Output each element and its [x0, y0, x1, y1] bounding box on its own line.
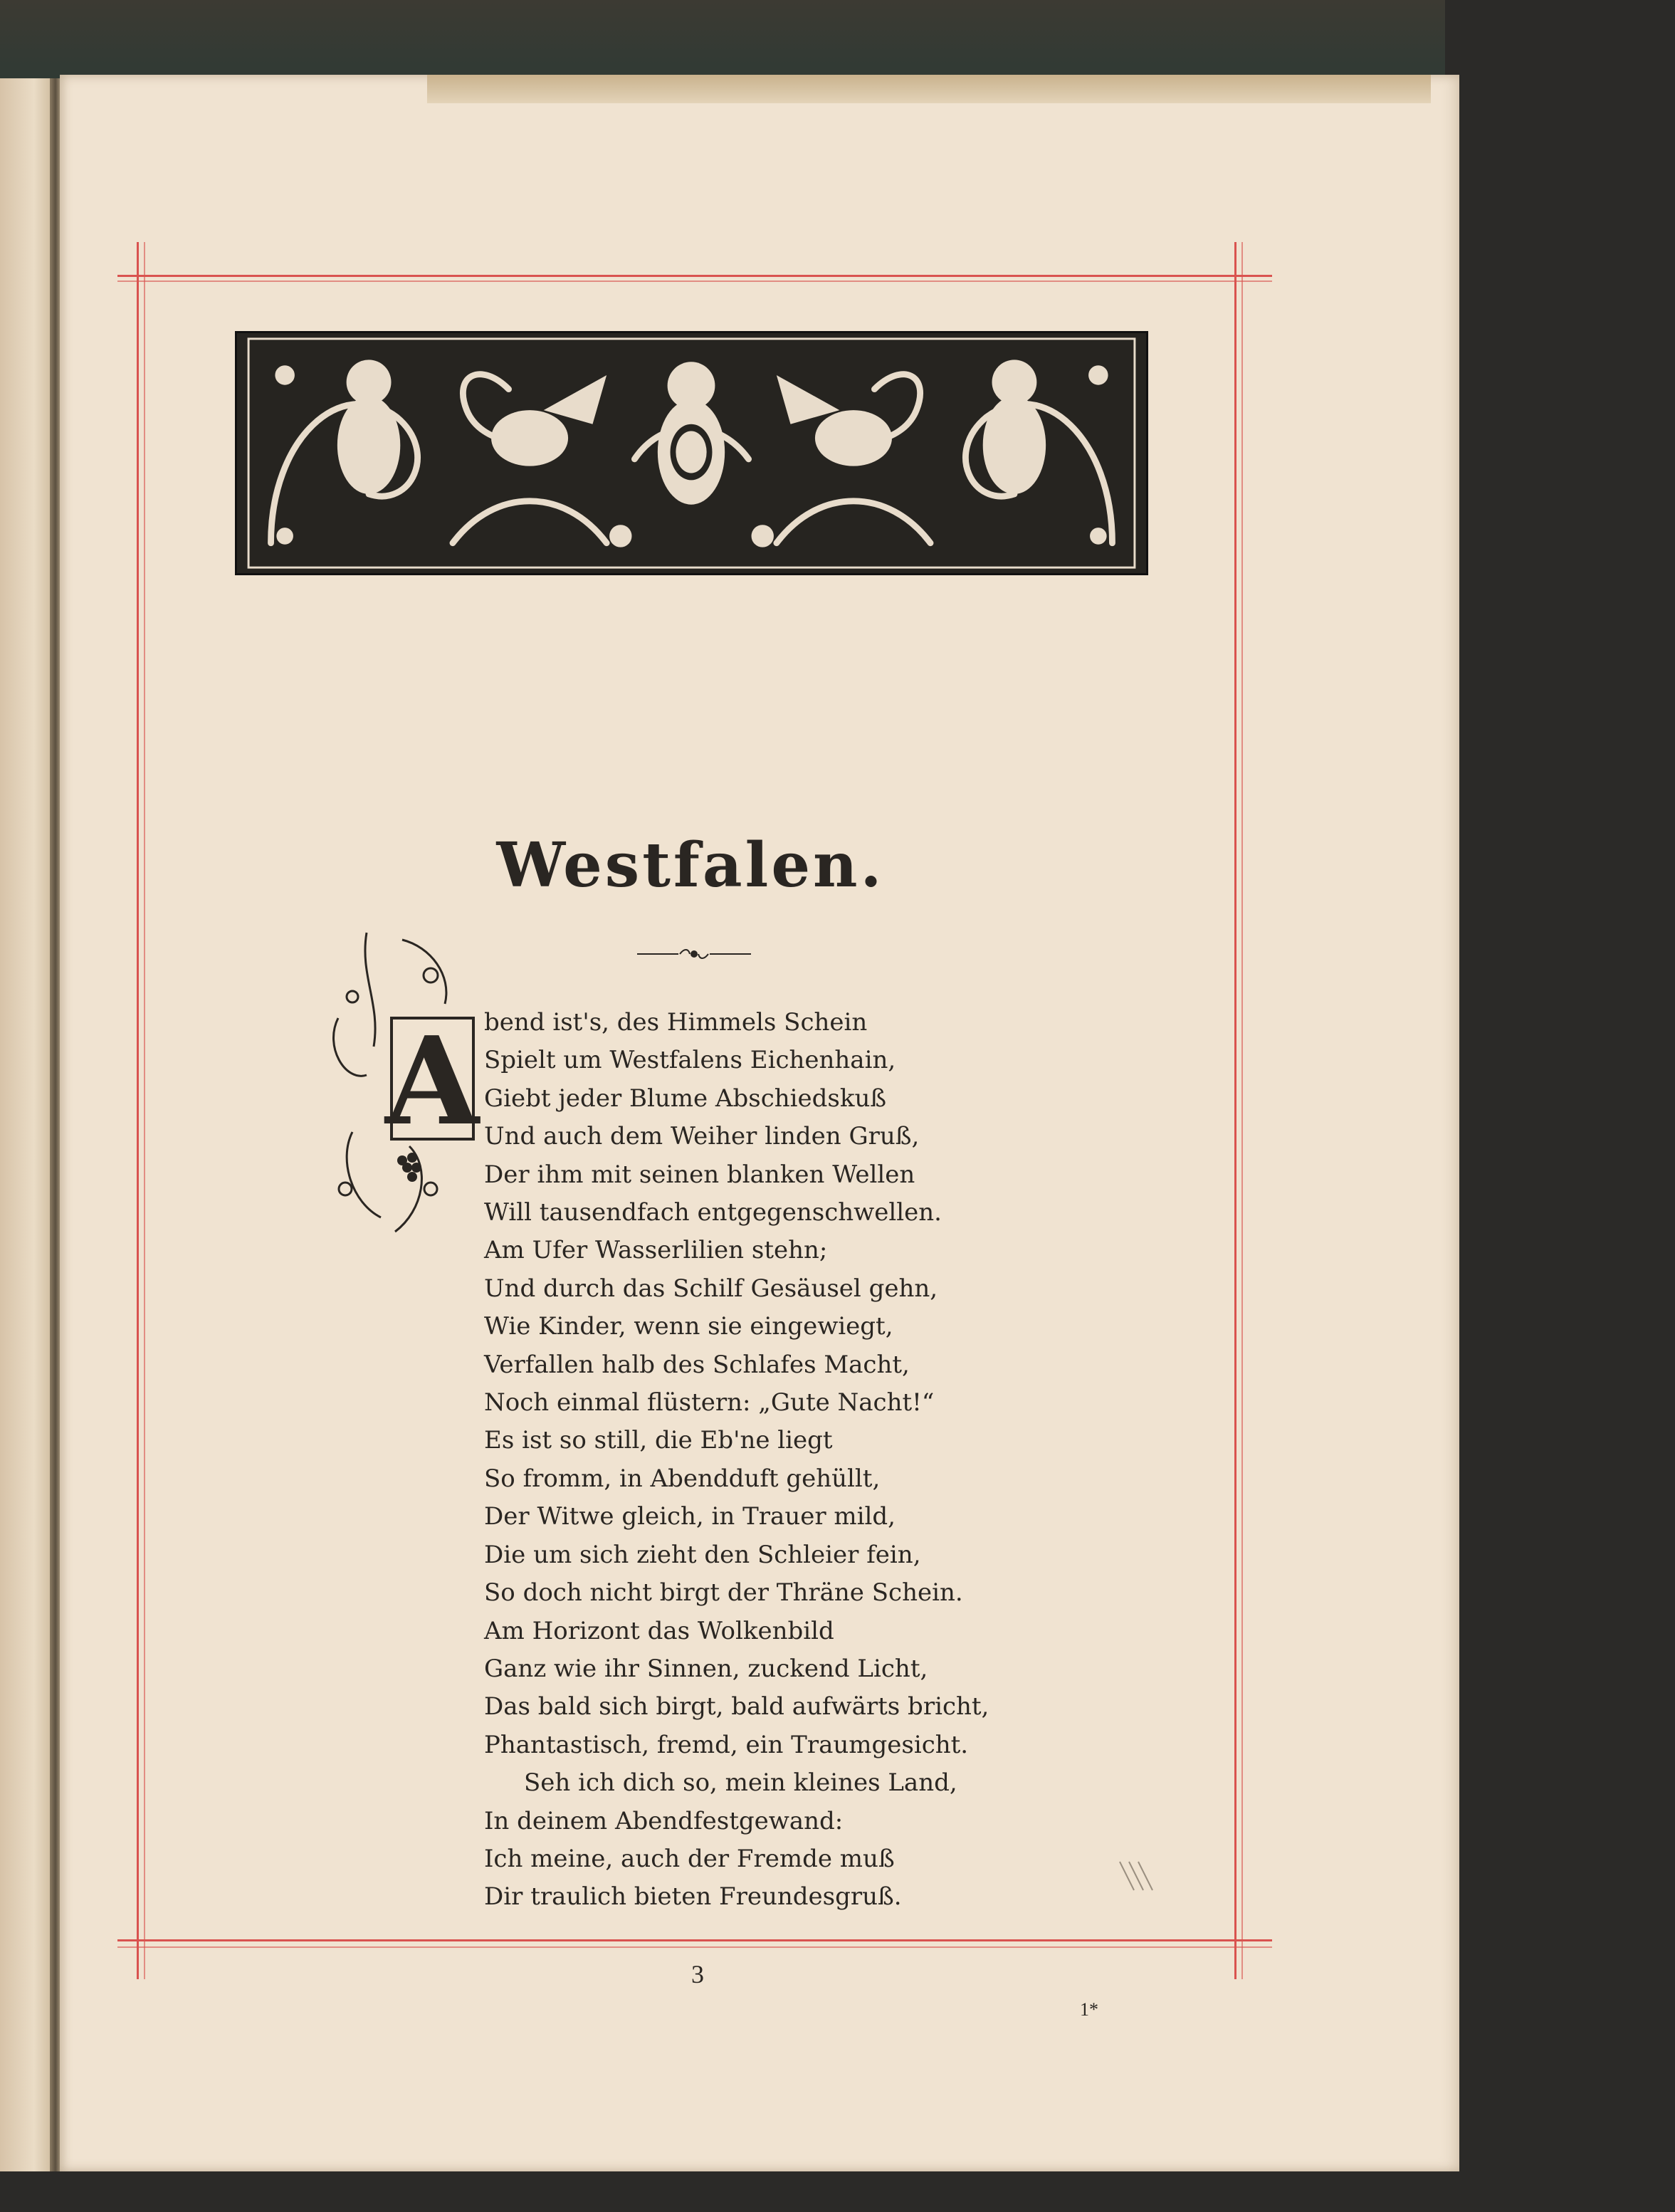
- poem-title: Westfalen.: [496, 829, 885, 901]
- poem-line: Dir traulich bieten Freundesgruß.: [484, 1882, 902, 1912]
- ornamental-headpiece: [235, 331, 1148, 575]
- page-top-edge: [427, 75, 1431, 103]
- poem-line: Ich meine, auch der Fremde muß: [484, 1844, 895, 1873]
- poem-line: Das bald sich birgt, bald aufwärts bricht,: [484, 1692, 989, 1721]
- poem-line: Der ihm mit seinen blanken Wellen: [484, 1160, 915, 1189]
- poem-line: In deinem Abendfestgewand:: [484, 1806, 844, 1835]
- decorated-initial: [324, 918, 481, 1246]
- poem-line: Wie Kinder, wenn sie eingewiegt,: [484, 1312, 893, 1341]
- poem-line: Will tausendfach entgegenschwellen.: [484, 1198, 942, 1227]
- poem-line: So doch nicht birgt der Thräne Schein.: [484, 1578, 963, 1608]
- poem-line: Der Witwe gleich, in Trauer mild,: [484, 1502, 896, 1531]
- page-number: 3: [691, 1960, 704, 1988]
- red-rule-left: [137, 242, 139, 1979]
- poem-line: Ganz wie ihr Sinnen, zuckend Licht,: [484, 1654, 928, 1683]
- poem-line: So fromm, in Abendduft gehüllt,: [484, 1464, 881, 1493]
- poem-line: Am Horizont das Wolkenbild: [484, 1616, 834, 1645]
- red-rule-right-inner: [1241, 242, 1243, 1979]
- poem-line: Und auch dem Weiher linden Gruß,: [484, 1122, 920, 1151]
- signature-mark: 1*: [1080, 1999, 1098, 2020]
- pencil-mark: [1116, 1858, 1159, 1894]
- poem-line: Phantastisch, fremd, ein Traumgesicht.: [484, 1730, 969, 1759]
- poem-line: Und durch das Schilf Gesäusel gehn,: [484, 1274, 938, 1303]
- poem-line: Noch einmal flüstern: „Gute Nacht!“: [484, 1388, 935, 1417]
- title-flourish: [637, 945, 751, 963]
- left-page-edge: [0, 78, 57, 2171]
- red-rule-bottom-inner: [117, 1946, 1272, 1948]
- poem-line: Am Ufer Wasserlilien stehn;: [484, 1236, 828, 1265]
- poem-line: Die um sich zieht den Schleier fein,: [484, 1540, 921, 1569]
- drop-cap-letter: A: [385, 1010, 479, 1153]
- poem-line: Spielt um Westfalens Eichenhain,: [484, 1046, 896, 1075]
- red-rule-left-inner: [144, 242, 145, 1979]
- poem-line: Es ist so still, die Eb'ne liegt: [484, 1426, 833, 1455]
- red-rule-top-inner: [117, 281, 1272, 282]
- red-rule-bottom: [117, 1939, 1272, 1941]
- poem-line: bend ist's, des Himmels Schein: [484, 1008, 868, 1037]
- ornament-illustration: [237, 333, 1146, 573]
- poem-line: Giebt jeder Blume Abschiedskuß: [484, 1084, 887, 1113]
- poem-body: [484, 1004, 997, 1917]
- poem-line: Seh ich dich so, mein kleines Land,: [524, 1768, 957, 1798]
- poem-line: Verfallen halb des Schlafes Macht,: [484, 1350, 910, 1379]
- red-rule-top: [117, 275, 1272, 277]
- red-rule-right: [1234, 242, 1236, 1979]
